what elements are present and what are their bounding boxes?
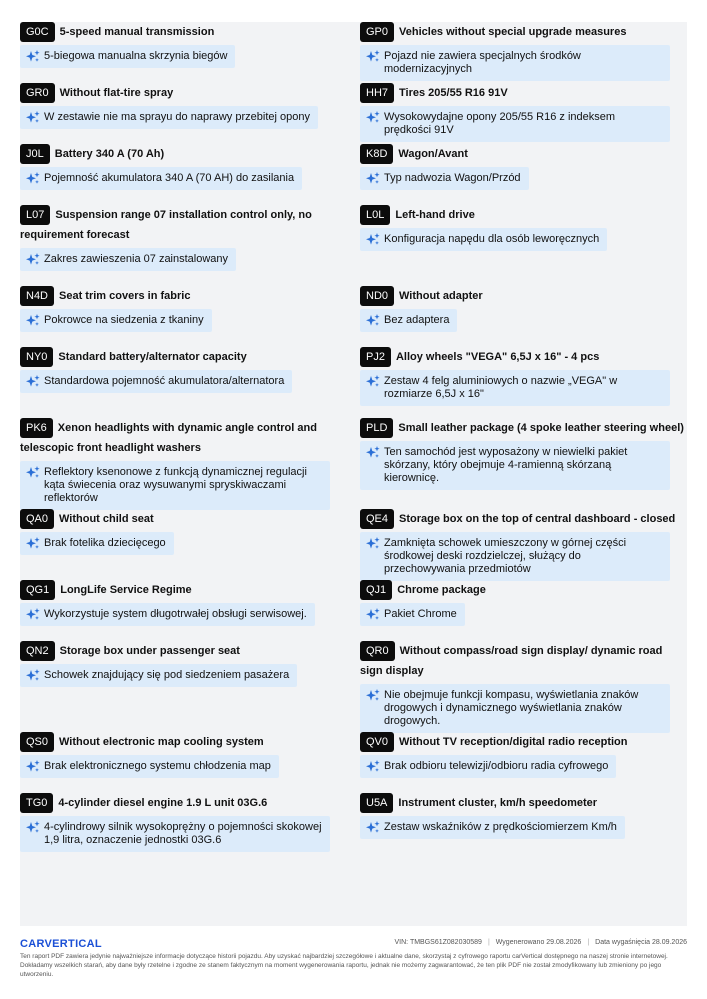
sparkle-icon	[366, 172, 380, 185]
option-title: Without flat-tire spray	[59, 87, 174, 99]
option-code: QR0	[360, 641, 395, 661]
sparkle-icon	[366, 689, 380, 702]
option-description: Wykorzystuje system długotrwałej obsługi serwisowej.	[20, 603, 315, 626]
option-title: LongLife Service Regime	[60, 584, 192, 596]
sparkle-icon	[366, 50, 380, 63]
option-description: W zestawie nie ma sprayu do naprawy przebitej opony	[20, 106, 318, 129]
option-item	[20, 732, 352, 778]
option-title: Tires 205/55 R16 91V	[399, 87, 508, 99]
sparkle-icon	[366, 111, 380, 124]
sparkle-icon	[366, 314, 380, 327]
option-title: Wagon/Avant	[398, 148, 468, 160]
report-meta: VIN: TMBGS61Z082030589 | Wygenerowano 29.08.2026 | Data wygaśnięcia 28.09.2026	[394, 939, 687, 946]
option-item	[360, 418, 687, 490]
option-title: 4-cylinder diesel engine 1.9 L unit 03G.6	[58, 797, 268, 809]
option-code: PK6	[20, 418, 53, 438]
sparkle-icon	[26, 375, 40, 388]
option-item	[360, 509, 687, 581]
sparkle-icon	[26, 466, 40, 479]
option-item	[20, 509, 352, 555]
option-title: Without compass/road sign display/ dynamic road sign display	[360, 645, 663, 677]
option-title: Vehicles without special upgrade measures	[399, 26, 627, 38]
option-code: GP0	[360, 22, 394, 42]
sparkle-icon	[366, 760, 380, 773]
option-description: Reflektory ksenonowe z funkcją dynamicznej regulacji kąta świecenia oraz wysuwanymi spryskiwaczami reflektorów	[20, 461, 330, 510]
option-description: Pojemność akumulatora 340 A (70 AH) do zasilania	[20, 167, 302, 190]
option-description: Bez adaptera	[360, 309, 457, 332]
sparkle-icon	[26, 253, 40, 266]
option-item	[360, 641, 687, 733]
sparkle-icon	[26, 537, 40, 550]
option-item	[360, 580, 687, 626]
option-title: Without adapter	[399, 290, 483, 302]
option-code: QV0	[360, 732, 394, 752]
option-title: Alloy wheels "VEGA" 6,5J x 16" - 4 pcs	[395, 351, 600, 363]
option-title: Without TV reception/digital radio reception	[399, 736, 628, 748]
option-code: QA0	[20, 509, 54, 529]
option-title: Instrument cluster, km/h speedometer	[398, 797, 598, 809]
option-title: Without child seat	[59, 513, 154, 525]
option-title: Storage box on the top of central dashboard - closed	[399, 513, 676, 525]
option-title: Small leather package (4 spoke leather steering wheel)	[398, 422, 684, 434]
sparkle-icon	[26, 608, 40, 621]
option-code: L07	[20, 205, 50, 225]
option-code: GR0	[20, 83, 55, 103]
option-item	[360, 205, 687, 251]
option-item	[360, 347, 687, 406]
option-description: 5-biegowa manualna skrzynia biegów	[20, 45, 235, 68]
option-description: Konfiguracja napędu dla osób leworęcznych	[360, 228, 607, 251]
option-code: HH7	[360, 83, 394, 103]
option-title: Left-hand drive	[395, 209, 475, 221]
option-code: J0L	[20, 144, 50, 164]
option-title: Seat trim covers in fabric	[59, 290, 191, 302]
sparkle-icon	[366, 821, 380, 834]
option-description: Zestaw 4 felg aluminiowych o nazwie „VEGA" w rozmiarze 6,5J x 16"	[360, 370, 670, 406]
option-item	[360, 22, 687, 81]
option-item	[20, 22, 352, 68]
option-code: U5A	[360, 793, 393, 813]
option-code: N4D	[20, 286, 54, 306]
option-item	[360, 286, 687, 332]
option-title: Battery 340 A (70 Ah)	[54, 148, 165, 160]
option-title: Chrome package	[397, 584, 486, 596]
option-title: Without electronic map cooling system	[59, 736, 264, 748]
generated-date: Wygenerowano 29.08.2026	[495, 939, 582, 946]
option-item	[360, 83, 687, 142]
option-title: Storage box under passenger seat	[59, 645, 240, 657]
option-item	[20, 83, 352, 129]
option-item	[360, 793, 687, 839]
option-code: QE4	[360, 509, 394, 529]
option-title: Suspension range 07 installation control only, no requirement forecast	[20, 209, 312, 241]
sparkle-icon	[366, 446, 380, 459]
vin-label: VIN: TMBGS61Z082030589	[394, 939, 482, 946]
option-description: 4-cylindrowy silnik wysokoprężny o pojemności skokowej 1,9 litra, oznaczenie jednostki 03G.6	[20, 816, 330, 852]
option-description: Brak fotelika dziecięcego	[20, 532, 174, 555]
sparkle-icon	[26, 669, 40, 682]
sparkle-icon	[26, 111, 40, 124]
sparkle-icon	[366, 375, 380, 388]
option-code: TG0	[20, 793, 53, 813]
option-description: Typ nadwozia Wagon/Przód	[360, 167, 529, 190]
option-title: 5-speed manual transmission	[59, 26, 215, 38]
option-description: Wysokowydajne opony 205/55 R16 z indeksem prędkości 91V	[360, 106, 670, 142]
disclaimer-text: Ten raport PDF zawiera jedynie najważniejsze informacje dotyczące historii pojazdu. Aby uzyskać najbardziej szczegółowe i aktualne dane, skorzystaj z cyfrowego raportu carVertical dostępnego na naszej stronie internetowej. Dokładamy wszelkich starań, aby dane były rzetelne i zgodne ze stanem faktycznym na moment wygenerowania raportu, jednak nie możemy zagwarantować, że ten plik PDF nie został zmodyfikowany lub zmieniony po jego utworzeniu.	[20, 953, 668, 978]
option-title: Standard battery/alternator capacity	[58, 351, 247, 363]
option-code: QG1	[20, 580, 55, 600]
sparkle-icon	[26, 172, 40, 185]
option-description: Ten samochód jest wyposażony w niewielki pakiet skórzany, który obejmuje 4-ramienną skórzaną kierownicę.	[360, 441, 670, 490]
option-description: Pakiet Chrome	[360, 603, 465, 626]
option-code: PJ2	[360, 347, 391, 367]
option-item	[360, 144, 687, 190]
option-description: Zamknięta schowek umieszczony w górnej części środkowej deski rozdzielczej, służący do przechowywania przedmiotów	[360, 532, 670, 581]
option-item	[20, 144, 352, 190]
option-title: Xenon headlights with dynamic angle control and telescopic front headlight washers	[20, 422, 317, 454]
option-description: Pokrowce na siedzenia z tkaniny	[20, 309, 212, 332]
option-code: G0C	[20, 22, 55, 42]
sparkle-icon	[366, 537, 380, 550]
option-item	[20, 347, 352, 393]
option-description: Nie obejmuje funkcji kompasu, wyświetlania znaków drogowych i dynamicznego wyświetlania znaków drogowych.	[360, 684, 670, 733]
option-code: QS0	[20, 732, 54, 752]
option-code: QJ1	[360, 580, 392, 600]
option-item	[20, 793, 352, 852]
option-code: ND0	[360, 286, 394, 306]
sparkle-icon	[26, 50, 40, 63]
option-description: Zakres zawieszenia 07 zainstalowany	[20, 248, 236, 271]
option-description: Zestaw wskaźników z prędkościomierzem Km/h	[360, 816, 625, 839]
sparkle-icon	[26, 821, 40, 834]
option-code: NY0	[20, 347, 53, 367]
option-description: Standardowa pojemność akumulatora/alternatora	[20, 370, 292, 393]
option-code: PLD	[360, 418, 393, 438]
option-code: QN2	[20, 641, 55, 661]
sparkle-icon	[366, 608, 380, 621]
option-item	[20, 641, 352, 687]
option-description: Brak elektronicznego systemu chłodzenia map	[20, 755, 279, 778]
option-description: Brak odbioru telewizji/odbioru radia cyfrowego	[360, 755, 616, 778]
sparkle-icon	[366, 233, 380, 246]
option-description: Pojazd nie zawiera specjalnych środków modernizacyjnych	[360, 45, 670, 81]
carvertical-logo: CARVERTICAL	[20, 938, 102, 950]
expiry-date: Data wygaśnięcia 28.09.2026	[595, 939, 687, 946]
option-code: K8D	[360, 144, 393, 164]
option-item	[360, 732, 687, 778]
option-item	[20, 418, 352, 510]
sparkle-icon	[26, 760, 40, 773]
option-code: L0L	[360, 205, 390, 225]
option-item	[20, 580, 352, 626]
sparkle-icon	[26, 314, 40, 327]
option-description: Schowek znajdujący się pod siedzeniem pasażera	[20, 664, 297, 687]
option-item	[20, 205, 352, 271]
option-item	[20, 286, 352, 332]
